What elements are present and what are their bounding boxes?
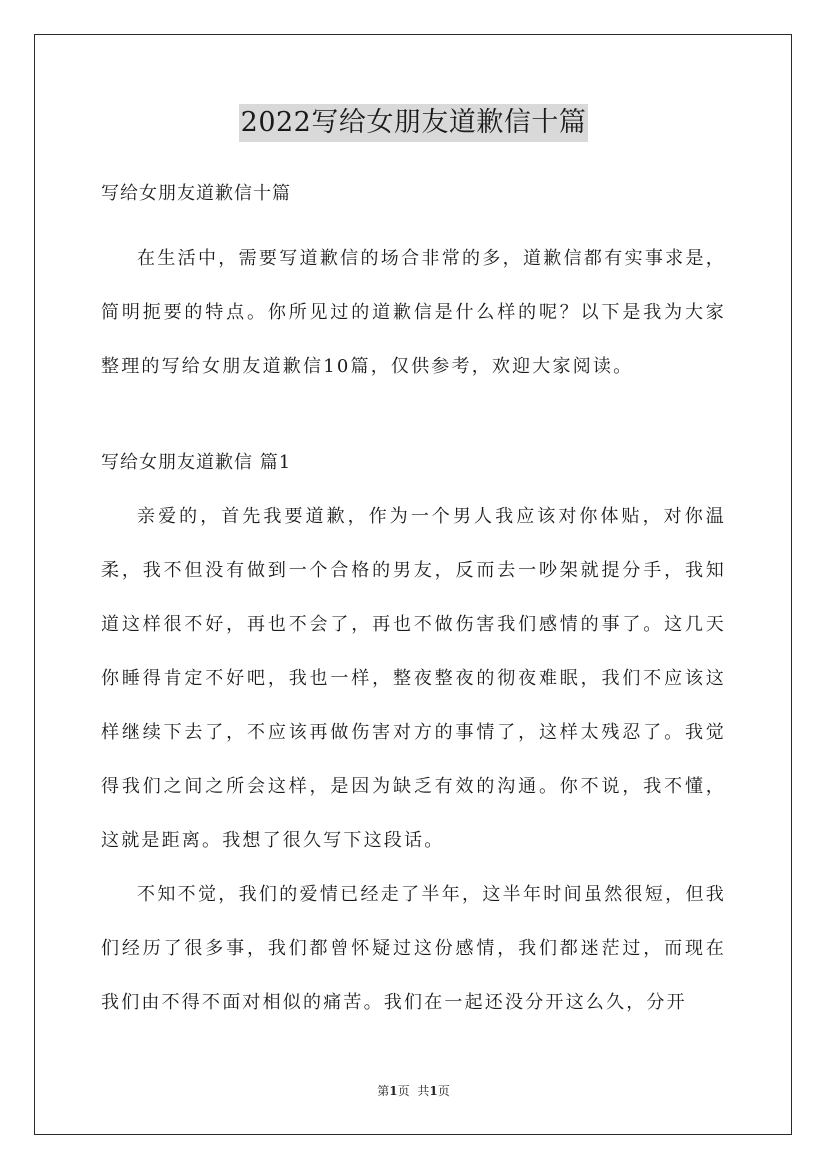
page-number-current: 1 (389, 1084, 398, 1098)
document-subtitle: 写给女朋友道歉信十篇 (101, 183, 291, 204)
document-title: 2022写给女朋友道歉信十篇 (239, 104, 589, 142)
body-paragraph: 不知不觉，我们的爱情已经走了半年，这半年时间虽然很短，但我们经历了很多事，我们都曾怀疑过这份感情，我们都迷茫过，而现在我们由不得不面对相似的痛苦。我们在一起还没分开这么久，分开 (101, 884, 726, 1013)
title-container (0, 104, 827, 142)
section-heading: 写给女朋友道歉信 篇1 (101, 452, 292, 473)
total-prefix: 共 (417, 1084, 430, 1098)
page-number-total: 1 (429, 1084, 438, 1098)
body-paragraph: 亲爱的，首先我要道歉，作为一个男人我应该对你体贴，对你温柔，我不但没有做到一个合格的男友，反而去一吵架就提分手，我知道这样很不好，再也不会了，再也不做伤害我们感情的事了。这几天你睡得肯定不好吧，我也一样，整夜整夜的彻夜难眠，我们不应该这样继续下去了，不应该再做伤害对方的事情了，这样太残忍了。我觉得我们之间之所会这样，是因为缺乏有效的沟通。你不说，我不懂，这就是距离。我想了很久写下这段话。 (101, 506, 726, 851)
intro-paragraph: 在生活中，需要写道歉信的场合非常的多，道歉信都有实事求是，简明扼要的特点。你所见过的道歉信是什么样的呢？以下是我为大家整理的写给女朋友道歉信10篇，仅供参考，欢迎大家阅读。 (101, 248, 726, 377)
page-prefix: 第 (377, 1084, 390, 1098)
total-suffix: 页 (437, 1084, 450, 1098)
page-footer (0, 1082, 827, 1100)
document-body (101, 172, 726, 1030)
page-suffix: 页 (397, 1084, 410, 1098)
